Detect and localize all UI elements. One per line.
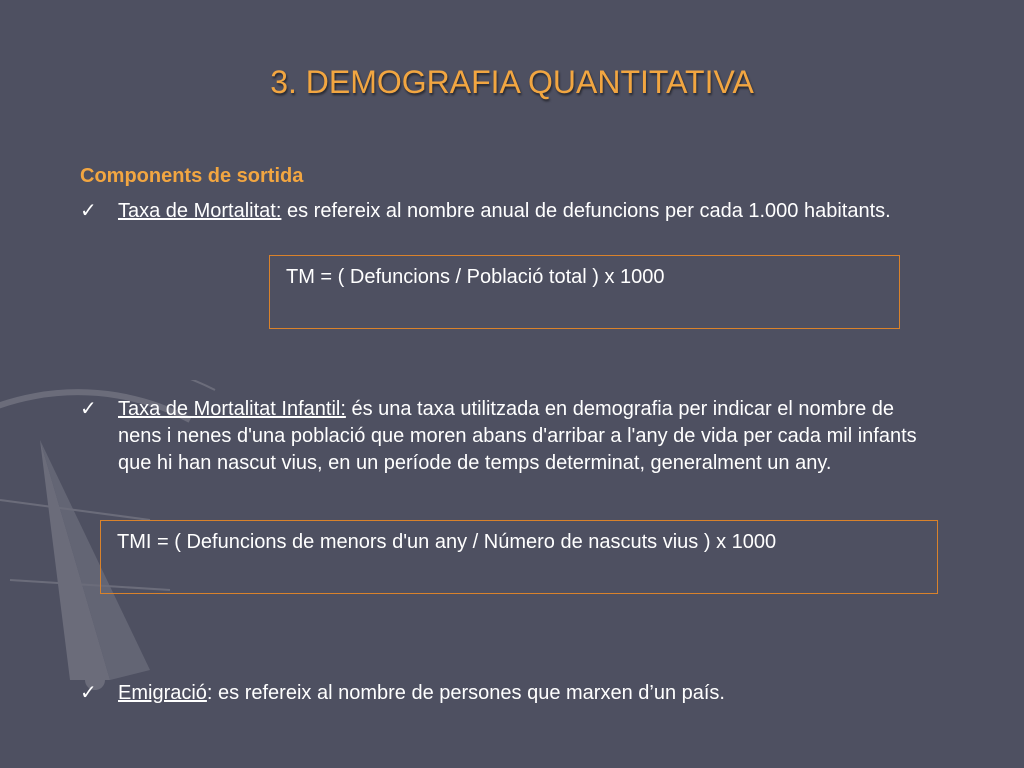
checkmark-icon: ✓ (80, 200, 97, 222)
definition-text: és una taxa utilitzada en demografia per indicar el nombre de nens i nenes d'una població que moren abans d'arribar a l'any de vida per cada mil infants que hi han nascut vius, en un període de temps determinat, generalment un any. (118, 398, 917, 474)
term-label: Taxa de Mortalitat: (118, 200, 282, 222)
term-label: Emigració (118, 682, 207, 704)
list-item-mortalitat (80, 198, 940, 225)
definition-text: : es refereix al nombre de persones que marxen d’un país. (206, 682, 725, 704)
formula-box-tm (269, 255, 900, 329)
section-heading: Components de sortida (80, 165, 304, 187)
list-item-mortalitat-infantil (80, 396, 940, 477)
formula-box-tmi (100, 520, 938, 594)
slide-title: 3. DEMOGRAFIA QUANTITATIVA (270, 64, 754, 100)
checkmark-icon: ✓ (80, 398, 97, 420)
formula-text: TM = ( Defuncions / Població total ) x 1000 (286, 266, 665, 288)
list-item-text (118, 680, 940, 707)
term-label: Taxa de Mortalitat Infantil: (118, 398, 346, 420)
checkmark-icon: ✓ (80, 682, 97, 704)
list-item-emigracio (80, 680, 940, 707)
list-item-text (118, 396, 940, 477)
definition-text: es refereix al nombre anual de defuncions per cada 1.000 habitants. (281, 200, 891, 222)
formula-text: TMI = ( Defuncions de menors d'un any / Número de nascuts vius ) x 1000 (117, 531, 777, 553)
list-item-text (118, 198, 940, 225)
